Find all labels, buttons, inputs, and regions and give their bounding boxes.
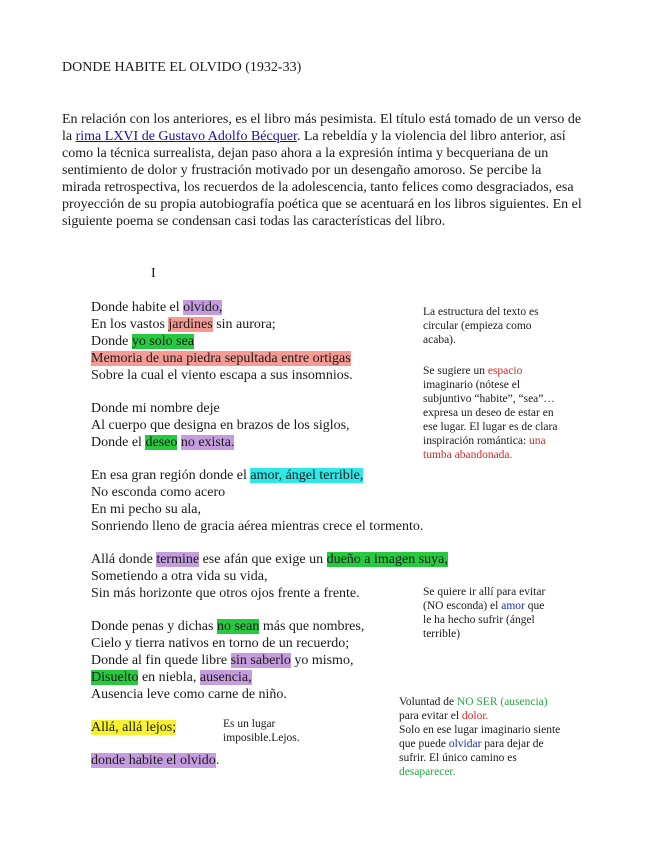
line-text: Donde el [91,435,146,450]
poem-line [91,350,471,367]
stanza-4 [91,551,471,602]
stanza-2 [91,400,471,451]
highlight-cyan: amor, ángel terrible, [250,468,364,483]
note-text: para evitar el [399,710,462,722]
highlight-purple: no exista. [180,435,235,450]
poem-line: Donde mi nombre deje [91,401,220,416]
line-text: ese afán que exige un [199,552,327,567]
highlight-salmon: Memoria de una piedra sepultada entre ortigas [91,351,351,366]
note-text: para dejar de sufrir. El único camino es [399,738,544,764]
note-text: Solo en ese lugar imaginario siente que puede [399,724,561,750]
note-text-red: espacio [487,365,523,377]
highlight-purple: termine [156,552,200,567]
poem-line [91,669,471,686]
note-text: Se quiere ir allí para evitar (NO esconda) el [423,586,546,612]
highlight-purple: ausencia, [199,670,252,685]
stanza-3 [91,467,471,535]
stanza-1 [91,299,471,384]
becquer-rima-link[interactable]: rima LXVI de Gustavo Adolfo Bécquer [75,129,297,144]
page-title: DONDE HABITE EL OLVIDO (1932-33) [62,60,302,75]
highlight-green: no sean [216,619,260,634]
line-text: yo mismo, [290,653,354,668]
note-espacio [423,364,563,462]
poem-line [91,434,471,451]
line-text: Donde [91,334,132,349]
poem-line: No esconda como acero [91,485,226,500]
note-lugar-imposible: Es un lugar imposible.Lejos. [223,718,300,744]
note-structure: La estructura del texto es circular (empieza como acaba). [423,306,539,346]
intro-text-1: En relación con los anteriores, es el libro más pesimista. El título está tomado de un verso de la [62,112,582,144]
note-text-red: dolor. [461,710,489,722]
poem-line [91,333,471,350]
poem-line: Ausencia leve como carne de niño. [91,687,287,702]
poem-line: Cielo y tierra nativos en torno de un recuerdo; [91,636,350,651]
line-text: Donde habite el [91,300,184,315]
line-text: más que nombres, [259,619,365,634]
stanza-5 [91,618,471,703]
line-text: Donde al fin quede libre [91,653,231,668]
poem-line: En mi pecho su ala, [91,502,202,517]
highlight-green: Disuelto [91,670,139,685]
note-text: imaginario (nótese el subjuntivo “habite”, “sea”… expresa un deseo de estar en ese lugar. El lugar es de clara inspiración romántica: [423,379,558,447]
poem-line: Sometiendo a otra vida su vida, [91,569,268,584]
poem-numeral: I [151,266,156,281]
highlight-purple: donde habite el olvido [91,753,216,768]
note-amor [423,585,553,641]
highlight-purple: sin saberlo [230,653,291,668]
note-text: Voluntad de [399,696,457,708]
intro-paragraph [62,111,582,230]
note-text: que le ha hecho sufrir (ángel terrible) [423,600,545,640]
line-text: Donde penas y dichas [91,619,217,634]
highlight-purple: olvido, [183,300,223,315]
note-text-blue: amor [501,600,525,612]
line-text: En esa gran región donde el [91,468,251,483]
poem-line: Sin más horizonte que otros ojos frente a frente. [91,586,360,601]
intro-text-2: . La rebeldía y la violencia del libro anterior, así como la técnica surrealista, dejan paso ahora a la expresión íntima y becqueriana de un sentimiento de dolor y frustración motivado por un desengaño amoroso. Se percibe la mirada retrospectiva, los recuerdos de la adolescencia, tanto felices como desgraciados, esa proyección de su propia autobiografía poética que se acentuará en los libros siguientes. En el siguiente poema se condensan casi todas las características del libro. [62,129,582,229]
poem-line [91,652,471,669]
highlight-yellow: Allá, allá lejos; [91,720,177,735]
poem-line [91,316,471,333]
line-text: . [215,753,220,768]
highlight-green: deseo [145,435,178,450]
note-text-blue: olvidar [448,738,482,750]
note-no-ser [399,695,569,779]
poem-line: Sonriendo lleno de gracia aérea mientras crece el tormento. [91,519,424,534]
poem-line [91,551,471,568]
poem-line [91,467,471,484]
poem-line: Al cuerpo que designa en brazos de los siglos, [91,418,350,433]
line-text: sin aurora; [212,317,276,332]
line-text: En los vastos [91,317,169,332]
highlight-salmon: jardines [168,317,213,332]
note-text-red: una tumba abandonada. [423,435,546,461]
highlight-green: yo solo sea [131,334,195,349]
poem-line [91,618,471,635]
highlight-green: dueño a imagen suya, [326,552,448,567]
poem-line [91,299,471,316]
note-text-green: desaparecer. [399,766,456,778]
note-text-green: NO SER (ausencia) [456,696,548,708]
line-text: en niebla, [138,670,200,685]
poem-line: Sobre la cual el viento escapa a sus insomnios. [91,368,353,383]
note-text: Se sugiere un [423,365,488,377]
line-text: Allá donde [91,552,157,567]
